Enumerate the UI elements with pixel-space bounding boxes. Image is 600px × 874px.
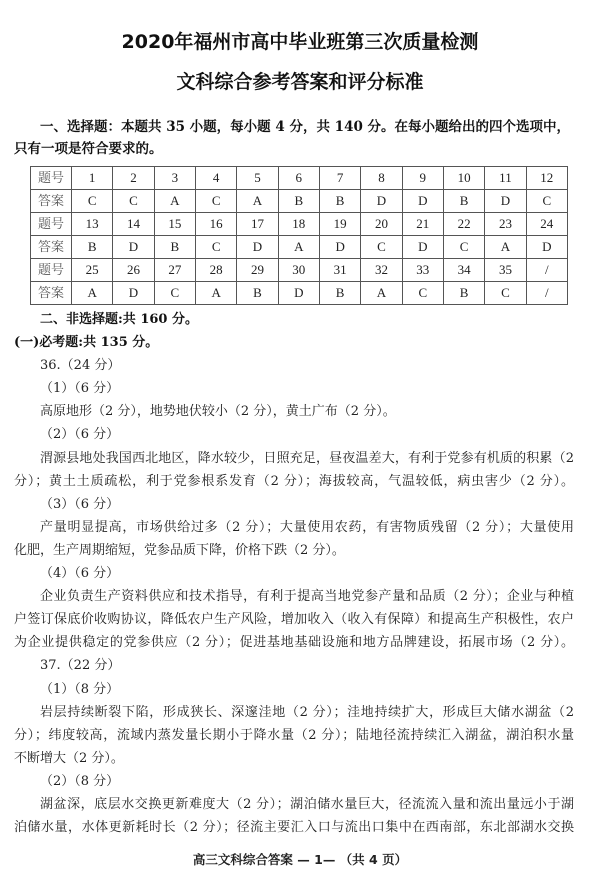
answer-cell: B: [72, 236, 113, 259]
document-subtitle: 文科综合参考答案和评分标准: [176, 71, 424, 93]
page-footer: 高三文科综合答案 — 1— （共 4 页）: [192, 852, 408, 867]
question-number-cell: 19: [319, 213, 360, 236]
answer-cell: /: [526, 282, 567, 305]
row-label: 答案: [31, 236, 72, 259]
question-number-cell: 15: [154, 213, 195, 236]
answer-cell: B: [154, 236, 195, 259]
question-number-cell: 18: [278, 213, 319, 236]
question-number-cell: 31: [319, 259, 360, 282]
answer-cell: A: [485, 236, 526, 259]
question-number-cell: 32: [361, 259, 402, 282]
question-heading: （1）（8 分）: [40, 681, 120, 697]
answer-text-line: 湖盆深，底层水交换更新难度大（2 分）；湖泊储水量巨大，径流流入量和流出量远小于湖: [40, 796, 574, 812]
question-number-cell: 22: [443, 213, 484, 236]
answer-cell: D: [113, 282, 154, 305]
answer-cell: C: [443, 236, 484, 259]
question-number-cell: 5: [237, 167, 278, 190]
question-number-cell: 20: [361, 213, 402, 236]
question-heading: （3）（6 分）: [40, 496, 120, 512]
question-number-cell: 10: [443, 167, 484, 190]
answer-cell: C: [195, 236, 236, 259]
question-heading: 36.（24 分）: [40, 358, 121, 374]
answer-row: [31, 282, 568, 305]
answer-cell: A: [237, 190, 278, 213]
answer-cell: A: [195, 282, 236, 305]
question-heading: （4）（6 分）: [40, 566, 120, 582]
answer-cell: D: [526, 236, 567, 259]
section-multiple-choice-heading: 一、选择题：本题共 35 小题，每小题 4 分，共 140 分。在每小题给出的四个选项中，只有一项是符合要求的。: [14, 119, 571, 157]
answer-cell: A: [278, 236, 319, 259]
answer-cell: C: [113, 190, 154, 213]
question-number-cell: 25: [72, 259, 113, 282]
section-required-heading: (一)必考题:共 135 分。: [14, 335, 159, 351]
answer-text-line: 为企业提供稳定的党参供应（2 分）；促进基地基础设施和地方品牌建设，拓展市场（2 分）。: [14, 635, 574, 651]
answer-cell: C: [526, 190, 567, 213]
question-number-cell: 28: [195, 259, 236, 282]
answer-text-line: 渭源县地处我国西北地区，降水较少，日照充足，昼夜温差大，有利于党参有机质的积累（2: [40, 450, 574, 466]
answer-cell: C: [361, 236, 402, 259]
question-number-cell: 34: [443, 259, 484, 282]
answer-text-line: 化肥，生产周期缩短，党参品质下降，价格下跌（2 分）。: [14, 542, 345, 558]
answer-cell: A: [72, 282, 113, 305]
answer-row: [31, 190, 568, 213]
answer-text-line: 岩层持续断裂下陷，形成狭长、深邃洼地（2 分）；洼地持续扩大，形成巨大储水湖盆（2: [40, 704, 574, 720]
question-number-cell: 2: [113, 167, 154, 190]
question-heading: （2）（6 分）: [40, 427, 120, 443]
answer-cell: D: [485, 190, 526, 213]
question-number-cell: 29: [237, 259, 278, 282]
answer-text-line: 泊储水量，水体更新耗时长（2 分）；径流主要汇入口与流出口集中在西南部，东北部湖水交换: [14, 820, 574, 836]
question-number-cell: 11: [485, 167, 526, 190]
answer-cell: B: [237, 282, 278, 305]
question-number-cell: 6: [278, 167, 319, 190]
answer-text-line: 分）；纬度较高，流域内蒸发量长期小于降水量（2 分）；陆地径流持续汇入湖盆，湖泊积水量: [14, 727, 574, 743]
question-number-cell: 30: [278, 259, 319, 282]
question-number-cell: 21: [402, 213, 443, 236]
question-number-cell: 4: [195, 167, 236, 190]
question-number-cell: 14: [113, 213, 154, 236]
answer-cell: B: [278, 190, 319, 213]
answer-text-line: 不断增大（2 分）。: [14, 750, 124, 766]
section-non-choice-heading: 二、非选择题:共 160 分。: [40, 312, 198, 327]
row-label: 题号: [31, 213, 72, 236]
answer-table: [30, 166, 568, 305]
question-number-row: [31, 213, 568, 236]
question-number-cell: 35: [485, 259, 526, 282]
question-number-cell: 8: [361, 167, 402, 190]
answer-cell: D: [402, 236, 443, 259]
answer-cell: D: [237, 236, 278, 259]
answer-cell: C: [402, 282, 443, 305]
answer-cell: B: [443, 282, 484, 305]
question-number-cell: 27: [154, 259, 195, 282]
document-title: 2020年福州市高中毕业班第三次质量检测: [121, 31, 479, 53]
question-heading: 37.（22 分）: [40, 658, 121, 674]
question-number-cell: 26: [113, 259, 154, 282]
answer-cell: D: [113, 236, 154, 259]
question-number-cell: 12: [526, 167, 567, 190]
question-number-cell: 33: [402, 259, 443, 282]
answer-text-line: 户签订保底价收购协议，降低农户生产风险，增加收入（收入有保障）和提高生产积极性，农户: [14, 612, 574, 628]
answer-cell: C: [72, 190, 113, 213]
question-number-cell: 7: [319, 167, 360, 190]
answer-text-line: 高原地形（2 分），地势地伏较小（2 分），黄土广布（2 分）。: [40, 404, 396, 420]
answer-text-line: 分）；黄土土质疏松，利于党参根系发育（2 分）；海拔较高，气温较低，病虫害少（2 分）。: [14, 473, 574, 489]
answer-cell: C: [195, 190, 236, 213]
answer-body: [14, 308, 574, 839]
answer-cell: B: [319, 190, 360, 213]
answer-cell: B: [319, 282, 360, 305]
answer-cell: A: [361, 282, 402, 305]
answer-row: [31, 236, 568, 259]
answer-cell: B: [443, 190, 484, 213]
question-heading: （1）（6 分）: [40, 381, 120, 397]
question-number-cell: 13: [72, 213, 113, 236]
answer-cell: D: [319, 236, 360, 259]
question-number-cell: 23: [485, 213, 526, 236]
answer-cell: A: [154, 190, 195, 213]
question-number-cell: /: [526, 259, 567, 282]
row-label: 题号: [31, 259, 72, 282]
answer-cell: C: [485, 282, 526, 305]
question-number-cell: 1: [72, 167, 113, 190]
question-number-row: [31, 167, 568, 190]
row-label: 答案: [31, 282, 72, 305]
answer-cell: D: [361, 190, 402, 213]
answer-cell: D: [278, 282, 319, 305]
answer-cell: D: [402, 190, 443, 213]
answer-cell: C: [154, 282, 195, 305]
question-number-row: [31, 259, 568, 282]
question-number-cell: 24: [526, 213, 567, 236]
answer-text-line: 企业负责生产资料供应和技术指导，有利于提高当地党参产量和品质（2 分）；企业与种植: [40, 589, 574, 605]
answer-text-line: 产量明显提高，市场供给过多（2 分）；大量使用农药，有害物质残留（2 分）；大量使用: [40, 519, 574, 535]
question-number-cell: 17: [237, 213, 278, 236]
row-label: 答案: [31, 190, 72, 213]
question-number-cell: 9: [402, 167, 443, 190]
question-number-cell: 3: [154, 167, 195, 190]
question-heading: （2）（8 分）: [40, 773, 120, 789]
row-label: 题号: [31, 167, 72, 190]
question-number-cell: 16: [195, 213, 236, 236]
